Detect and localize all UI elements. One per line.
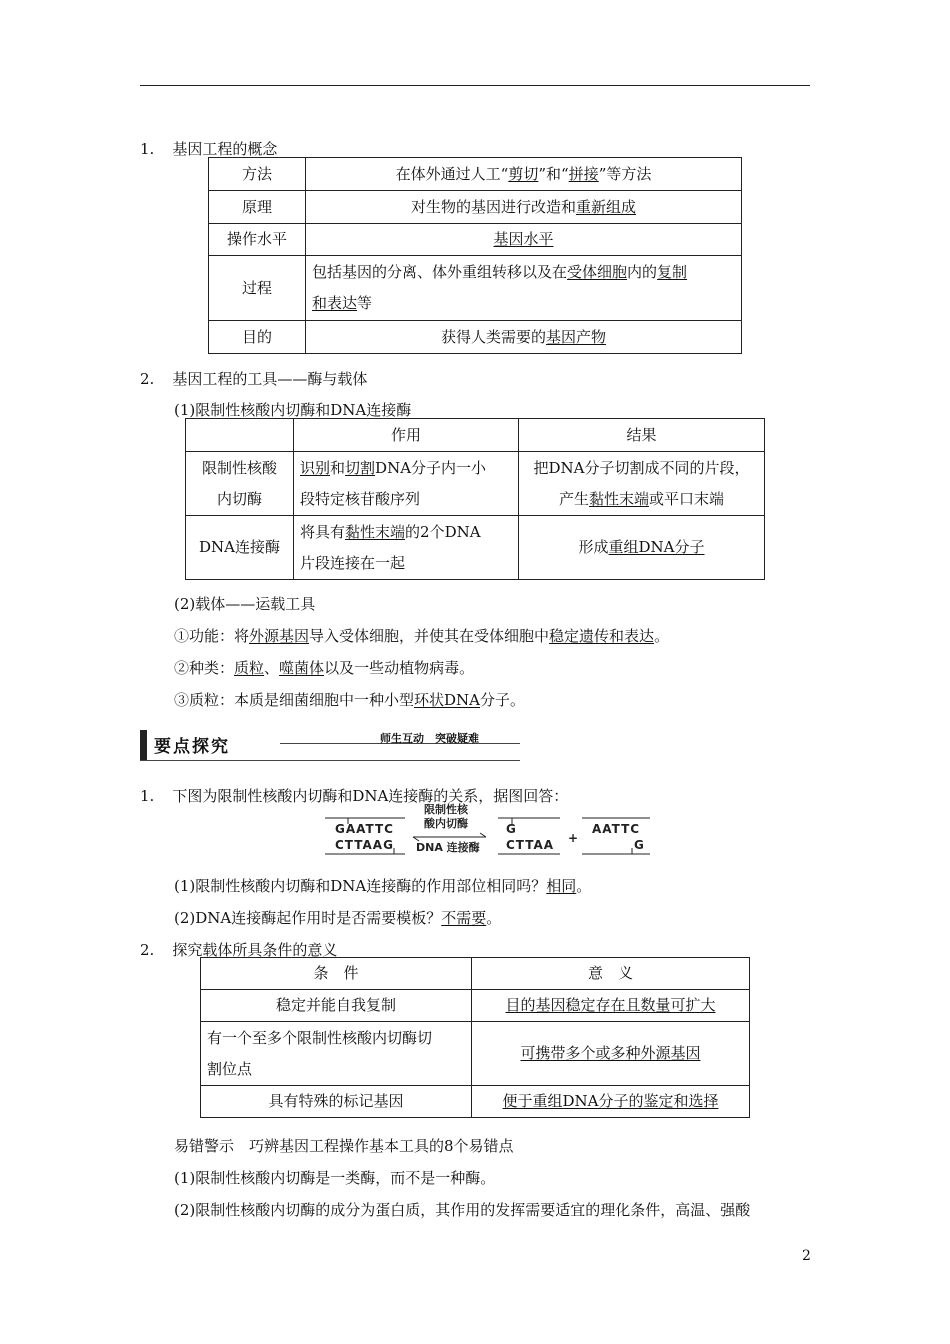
row-label: 操作水平 — [209, 224, 306, 256]
table-row — [209, 256, 742, 321]
question1-number: 1. — [140, 787, 155, 805]
row-result: 把DNA分子切割成不同的片段， 产生黏性末端或平口末端 — [519, 452, 765, 516]
subheading-vector: (2)载体——运载工具 — [174, 595, 316, 613]
table-row — [209, 224, 742, 256]
section2-number: 2. — [140, 370, 155, 388]
row-value: 基因水平 — [306, 224, 742, 256]
answer1: (1)限制性核酸内切酶和DNA连接酶的作用部位相同吗？相同。 — [174, 877, 592, 895]
key-points-banner — [140, 729, 520, 761]
meaning-cell: 目的基因稳定存在且数量可扩大 — [472, 990, 750, 1022]
question1-text: 下图为限制性核酸内切酶和DNA连接酶的关系，据图回答： — [172, 787, 569, 805]
section1-heading — [140, 138, 277, 159]
dna-bottom-strand: CTTAAG — [335, 838, 394, 852]
enzyme-label-1b: 酸内切酶 — [424, 817, 468, 830]
dna-top-strand: GAATTC — [335, 822, 394, 836]
condition-cell: 稳定并能自我复制 — [201, 990, 472, 1022]
row-label: DNA连接酶 — [186, 516, 294, 580]
header-condition: 条 件 — [201, 958, 472, 990]
banner-bar — [140, 730, 147, 760]
table-row — [201, 1086, 750, 1118]
subheading-enzymes: (1)限制性核酸内切酶和DNA连接酶 — [174, 401, 412, 419]
concept-table — [208, 157, 742, 354]
row-label: 过程 — [209, 256, 306, 321]
row-label: 目的 — [209, 321, 306, 354]
banner-underline — [140, 760, 520, 761]
row-value: 对生物的基因进行改造和重新组成 — [306, 191, 742, 224]
header-result: 结果 — [519, 419, 765, 452]
table-header — [186, 419, 765, 452]
condition-cell: 有一个至多个限制性核酸内切酶切 割位点 — [201, 1022, 472, 1086]
row-label: 原理 — [209, 191, 306, 224]
table-row — [186, 516, 765, 580]
row-function: 将具有黏性末端的2个DNA 片段连接在一起 — [294, 516, 519, 580]
table-row — [209, 321, 742, 354]
plus-sign: + — [568, 831, 579, 845]
enzyme-label-1a: 限制性核 — [424, 803, 468, 816]
plasmid-nature: ③质粒：本质是细菌细胞中一种小型环状DNA分子。 — [174, 691, 526, 709]
page-number: 2 — [802, 1248, 811, 1264]
header-meaning: 意 义 — [472, 958, 750, 990]
header-function: 作用 — [294, 419, 519, 452]
warning-point-1: (1)限制性核酸内切酶是一类酶，而不是一种酶。 — [174, 1169, 496, 1187]
vector-types: ②种类：质粒、噬菌体以及一些动植物病毒。 — [174, 659, 475, 677]
row-value: 获得人类需要的基因产物 — [306, 321, 742, 354]
header-rule — [140, 85, 810, 86]
table-row — [209, 191, 742, 224]
row-result: 形成重组DNA分子 — [519, 516, 765, 580]
fragment-g2: G — [634, 838, 644, 852]
section2-title: 基因工程的工具——酶与载体 — [172, 370, 368, 388]
row-value: 在体外通过人工“剪切”和“拼接”等方法 — [306, 158, 742, 191]
fragment-cttaa: CTTAA — [506, 838, 555, 852]
condition-cell: 具有特殊的标记基因 — [201, 1086, 472, 1118]
banner-subtitle: 师生互动 突破疑难 — [380, 732, 479, 745]
table-row — [209, 158, 742, 191]
table-row — [201, 990, 750, 1022]
enzyme-table — [185, 418, 765, 580]
banner-title: 要点探究 — [154, 737, 230, 757]
vector-function: ①功能：将外源基因导入受体细胞，并使其在受体细胞中稳定遗传和表达。 — [174, 627, 670, 645]
section1-number: 1. — [140, 140, 155, 158]
fragment-g: G — [506, 822, 516, 836]
enzyme-label-2: DNA 连接酶 — [416, 841, 480, 854]
section1-title: 基因工程的概念 — [172, 140, 278, 158]
answer2: (2)DNA连接酶起作用时是否需要模板？不需要。 — [174, 909, 502, 927]
table-row — [186, 452, 765, 516]
table-row — [201, 1022, 750, 1086]
fragment-aattc: AATTC — [592, 822, 641, 836]
enzyme-diagram — [320, 800, 660, 862]
question2-title: 探究载体所具条件的意义 — [172, 941, 338, 959]
row-label: 限制性核酸 内切酶 — [186, 452, 294, 516]
row-function: 识别和切割DNA分子内一小 段特定核苷酸序列 — [294, 452, 519, 516]
warning-title: 易错警示 巧辨基因工程操作基本工具的8个易错点 — [174, 1137, 514, 1155]
question2-number: 2. — [140, 941, 155, 959]
warning-point-2: (2)限制性核酸内切酶的成分为蛋白质，其作用的发挥需要适宜的理化条件，高温、强酸 — [174, 1201, 751, 1219]
meaning-cell: 便于重组DNA分子的鉴定和选择 — [472, 1086, 750, 1118]
row-value: 包括基因的分离、体外重组转移以及在受体细胞内的复制 和表达等 — [306, 256, 742, 321]
row-label: 方法 — [209, 158, 306, 191]
section2-heading — [140, 368, 367, 389]
vector-conditions-table — [200, 957, 750, 1118]
meaning-cell: 可携带多个或多种外源基因 — [472, 1022, 750, 1086]
table-header — [201, 958, 750, 990]
